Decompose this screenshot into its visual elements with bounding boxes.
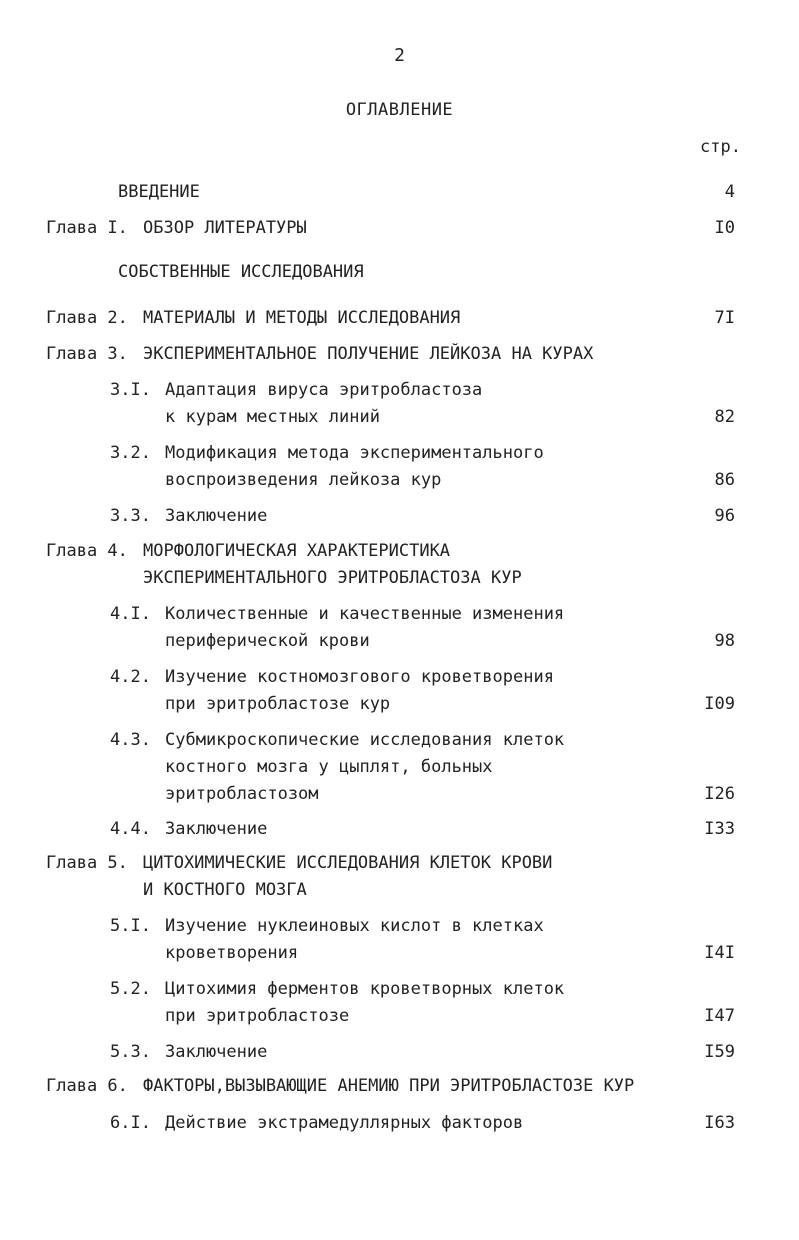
toc-page: 86 <box>714 470 735 490</box>
toc-page: I26 <box>704 784 735 804</box>
section-number: 3.2. <box>110 443 151 463</box>
section-number: 3.3. <box>110 506 151 526</box>
section-number: 3.I. <box>110 380 151 400</box>
section-title: Заключение <box>165 1042 268 1062</box>
toc-page: 96 <box>714 506 735 526</box>
toc-page: 7I <box>714 308 735 328</box>
section-title-cont: периферической крови <box>165 631 370 651</box>
toc-title: ОГЛАВЛЕНИЕ <box>345 100 454 120</box>
section-title: Изучение костномозгового кроветворения <box>165 667 554 687</box>
section-number: 5.2. <box>110 979 151 999</box>
section-number: 4.3. <box>110 730 151 750</box>
chapter-title: ЭКСПЕРИМЕНТАЛЬНОЕ ПОЛУЧЕНИЕ ЛЕЙКОЗА НА КУРАХ <box>143 344 594 364</box>
chapter-prefix: Глава 5. <box>46 853 128 873</box>
section-title: Заключение <box>165 506 268 526</box>
toc-entry-intro: ВВЕДЕНИЕ <box>118 182 200 202</box>
toc-page: I33 <box>704 819 735 839</box>
section-title: Изучение нуклеиновых кислот в клетках <box>165 916 544 936</box>
section-title: Адаптация вируса эритробластоза <box>165 380 483 400</box>
section-number: 6.I. <box>110 1113 151 1133</box>
toc-page: I63 <box>704 1113 735 1133</box>
toc-page: I4I <box>704 943 735 963</box>
toc-page: I09 <box>704 694 735 714</box>
section-title-cont: эритробластозом <box>165 784 319 804</box>
part-heading: СОБСТВЕННЫЕ ИССЛЕДОВАНИЯ <box>118 262 364 282</box>
section-title-cont: воспроизведения лейкоза кур <box>165 470 442 490</box>
chapter-prefix: Глава 4. <box>46 541 128 561</box>
chapter-title-cont: И КОСТНОГО МОЗГА <box>143 880 307 900</box>
chapter-title-cont: ЭКСПЕРИМЕНТАЛЬНОГО ЭРИТРОБЛАСТОЗА КУР <box>143 568 522 588</box>
toc-page: I47 <box>704 1006 735 1026</box>
section-title: Цитохимия ферментов кроветворных клеток <box>165 979 565 999</box>
section-number: 4.I. <box>110 604 151 624</box>
section-title: Заключение <box>165 819 268 839</box>
section-number: 4.2. <box>110 667 151 687</box>
chapter-title: ОБЗОР ЛИТЕРАТУРЫ <box>143 218 307 238</box>
chapter-prefix: Глава I. <box>46 218 128 238</box>
section-number: 5.3. <box>110 1042 151 1062</box>
section-number: 5.I. <box>110 916 151 936</box>
section-title-cont: при эритробластозе <box>165 1006 350 1026</box>
chapter-title: ФАКТОРЫ,ВЫЗЫВАЮЩИЕ АНЕМИЮ ПРИ ЭРИТРОБЛАСТОЗЕ КУР <box>143 1076 635 1096</box>
toc-page: I59 <box>704 1042 735 1062</box>
toc-page: 98 <box>714 631 735 651</box>
section-title-cont: к курам местных линий <box>165 407 380 427</box>
toc-page: 82 <box>714 407 735 427</box>
section-title: Действие экстрамедуллярных факторов <box>165 1113 524 1133</box>
section-title: Модификация метода экспериментального <box>165 443 544 463</box>
toc-page: 4 <box>724 182 735 202</box>
chapter-title: МОРФОЛОГИЧЕСКАЯ ХАРАКТЕРИСТИКА <box>143 541 451 561</box>
chapter-prefix: Глава 3. <box>46 344 128 364</box>
section-title: Количественные и качественные изменения <box>165 604 565 624</box>
chapter-title: МАТЕРИАЛЫ И МЕТОДЫ ИССЛЕДОВАНИЯ <box>143 308 461 328</box>
page-number: 2 <box>394 45 405 66</box>
section-title-cont: при эритробластозе кур <box>165 694 391 714</box>
chapter-prefix: Глава 6. <box>46 1076 128 1096</box>
chapter-prefix: Глава 2. <box>46 308 128 328</box>
toc-page: I0 <box>714 218 735 238</box>
section-number: 4.4. <box>110 819 151 839</box>
section-title: Субмикроскопические исследования клеток <box>165 730 565 750</box>
page-column-label: стр. <box>700 137 741 157</box>
section-title-cont: костного мозга у цыплят, больных <box>165 757 493 777</box>
section-title-cont: кроветворения <box>165 943 299 963</box>
chapter-title: ЦИТОХИМИЧЕСКИЕ ИССЛЕДОВАНИЯ КЛЕТОК КРОВИ <box>143 853 553 873</box>
